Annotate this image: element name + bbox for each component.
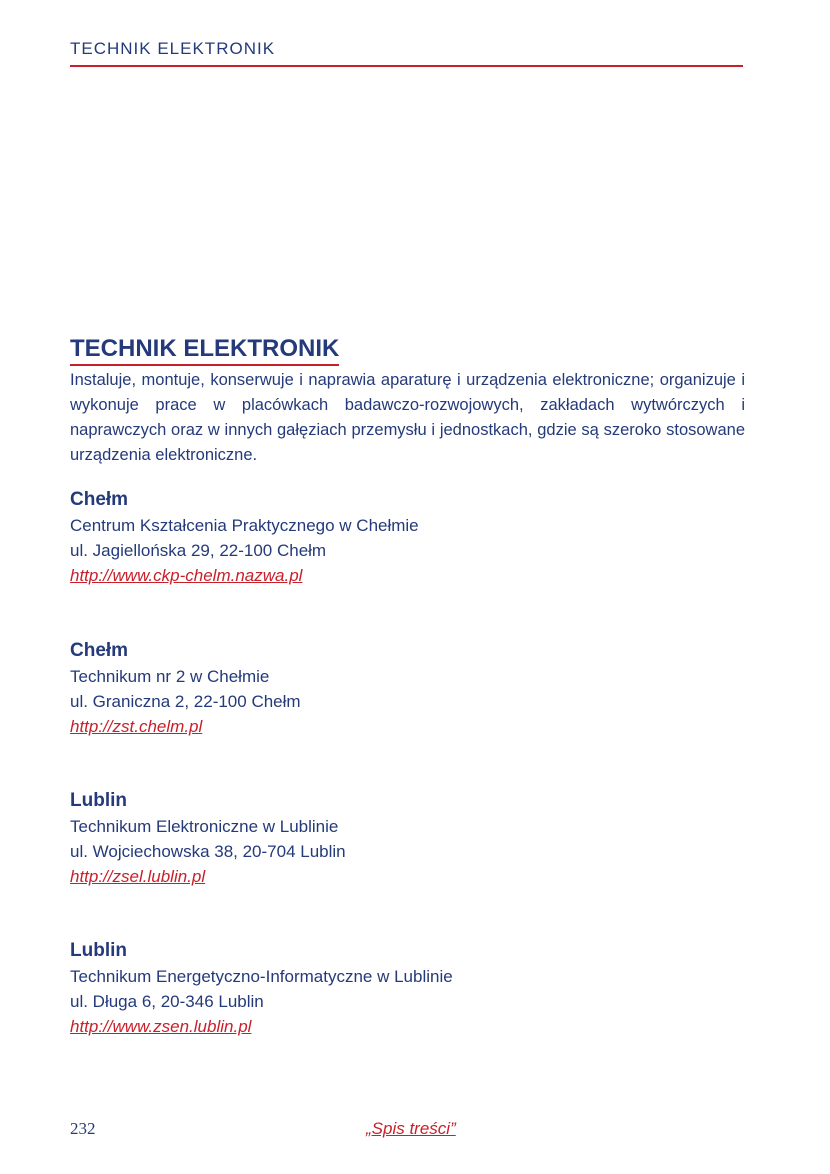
- entry-address: ul. Graniczna 2, 22-100 Chełm: [70, 692, 301, 711]
- profession-section: [70, 334, 745, 468]
- entry-address: ul. Długa 6, 20-346 Lublin: [70, 992, 264, 1011]
- school-entry: [70, 938, 670, 1039]
- entry-website-link[interactable]: http://www.zsen.lublin.pl: [70, 1017, 252, 1036]
- section-description: Instaluje, montuje, konserwuje i naprawia aparaturę i urządzenia elektroniczne; organizuje i wykonuje prace w placówkach badawczo-rozwojowych, zakładach wytwórczych i naprawczych oraz w innych gałęziach przemysłu i jednostkach, gdzie są szeroko stosowane urządzenia elektroniczne.: [70, 371, 745, 464]
- table-of-contents-link[interactable]: „Spis treści”: [366, 1119, 456, 1138]
- page-number: 232: [70, 1119, 96, 1138]
- school-entry: [70, 788, 670, 889]
- entry-city: Chełm: [70, 640, 129, 661]
- entry-school-name: Technikum nr 2 w Chełmie: [70, 667, 270, 686]
- entry-website-link[interactable]: http://zst.chelm.pl: [70, 717, 203, 736]
- entry-city: Lublin: [70, 940, 127, 961]
- school-entry: [70, 487, 670, 588]
- entry-school-name: Technikum Elektroniczne w Lublinie: [70, 817, 339, 836]
- entry-website-link[interactable]: http://www.ckp-chelm.nazwa.pl: [70, 566, 303, 585]
- entry-city: Chełm: [70, 489, 129, 510]
- section-title: TECHNIK ELEKTRONIK: [70, 334, 339, 366]
- entry-school-name: Centrum Kształcenia Praktycznego w Chełmie: [70, 516, 419, 535]
- running-title: TECHNIK ELEKTRONIK: [70, 39, 276, 58]
- header-divider: [70, 65, 743, 67]
- entry-city: Lublin: [70, 790, 127, 811]
- entry-school-name: Technikum Energetyczno-Informatyczne w Lublinie: [70, 967, 453, 986]
- school-entry: [70, 638, 670, 739]
- entry-address: ul. Jagiellońska 29, 22-100 Chełm: [70, 541, 327, 560]
- page-header: [70, 38, 743, 67]
- entry-address: ul. Wojciechowska 38, 20-704 Lublin: [70, 842, 346, 861]
- entry-website-link[interactable]: http://zsel.lublin.pl: [70, 867, 206, 886]
